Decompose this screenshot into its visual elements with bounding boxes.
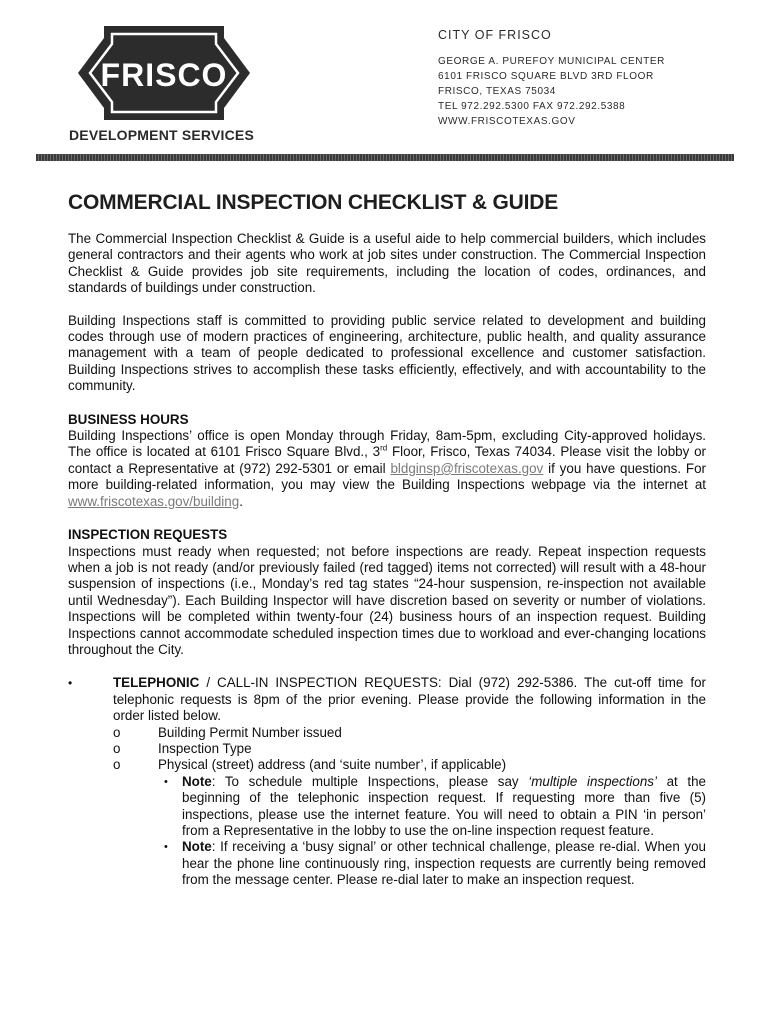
email-link[interactable]: bldginsp@friscotexas.gov: [390, 460, 544, 476]
circle-bullet-icon: o: [113, 740, 121, 756]
inspection-requests-heading: INSPECTION REQUESTS: [68, 527, 228, 543]
note-busy-signal: [158, 839, 706, 888]
list-item-text: Inspection Type: [158, 740, 252, 756]
note-multiple-inspections: [158, 774, 706, 840]
text-span: .: [239, 493, 243, 509]
frisco-shield-icon: [78, 22, 250, 124]
phone-fax-line: TEL 972.292.5300 FAX 972.292.5388: [438, 101, 626, 112]
text-span: if you have questions. For more building-related information, you may view the Building Inspections webpage via the internet at: [68, 460, 706, 493]
ordinal-suffix: rd: [380, 444, 388, 453]
list-item-text: Physical (street) address (and ‘suite number’, if applicable): [158, 757, 507, 773]
telephonic-request-item: [68, 675, 706, 888]
department-label: DEVELOPMENT SERVICES: [69, 127, 255, 143]
circle-bullet-icon: o: [113, 757, 121, 773]
intro-paragraph: Building Inspections staff is committed to providing public service related to development and building codes through use of modern practices of engineering, architecture, public health, and quality assurance management with a team of people dedicated to professional excellence and customer satisfaction. Building Inspections strives to accomplish these tasks efficiently, effectively, and with accountability to the community.: [68, 312, 706, 394]
text-span: Building Inspections’ office is open Monday through Friday, 8am-5pm, excluding City-approved holidays. The office is located at 6101 Frisco Square Blvd., 3: [68, 428, 706, 460]
city-contact-block: [438, 28, 665, 129]
city-name: CITY OF FRISCO: [438, 28, 552, 42]
address-line: 6101 FRISCO SQUARE BLVD 3RD FLOOR: [438, 71, 654, 82]
request-methods-list: [68, 675, 706, 888]
note-label: Note: [182, 773, 212, 789]
website-link[interactable]: www.friscotexas.gov/building: [68, 493, 240, 509]
list-item: [113, 725, 706, 741]
text-span: at the beginning of the telephonic inspection request. If requesting more than five (5) inspections, please use the internet feature. You will need to obtain a PIN ‘in person’ from a Representative in the lobby to use the on-line inspection request feature.: [182, 773, 706, 838]
italic-phrase: ‘multiple inspections’: [528, 773, 657, 789]
telephonic-text: / CALL-IN INSPECTION REQUESTS: Dial (972) 292-5386. The cut-off time for telephonic requests is 8pm of the prior evening. Please provide the following information in the order listed below.: [113, 675, 706, 724]
telephonic-label: TELEPHONIC: [113, 675, 200, 691]
page-title: COMMERCIAL INSPECTION CHECKLIST & GUIDE: [68, 191, 558, 214]
bullet-icon: •: [164, 775, 168, 788]
header-divider: [36, 154, 734, 161]
website-line: WWW.FRISCOTEXAS.GOV: [438, 116, 576, 127]
note-label: Note: [182, 839, 212, 855]
intro-paragraph: The Commercial Inspection Checklist & Guide is a useful aide to help commercial builders, which includes general contractors and their agents who work at job sites under construction. The Commercial Inspection Checklist & Guide provides job site requirements, including the location of codes, ordinances, and standards of buildings under construction.: [68, 231, 706, 296]
business-hours-heading: BUSINESS HOURS: [68, 411, 189, 427]
list-item: [113, 741, 706, 757]
logo-text: FRISCO: [100, 57, 228, 93]
text-span: : If receiving a ‘busy signal’ or other technical challenge, please re-dial. When you hear the phone line continuously ring, inspection requests are currently being removed from the message center. Please re-dial later to make an inspection request.: [182, 839, 706, 888]
inspection-requests-paragraph: Inspections must ready when requested; not before inspections are ready. Repeat inspection requests when a job is not ready (and/or previously failed (red tagged) items not corrected) will result with a 48-hour suspension of inspections (i.e., Monday’s red tag states “24-hour suspension, re-inspection not available until Wednesday”). Each Building Inspector will have discretion based on severity or number of violations. Inspections will be completed within twenty-four (24) business hours of an inspection request. Building Inspections cannot accommodate scheduled inspection times due to workload and ever-changing locations throughout the City.: [68, 543, 706, 657]
address-line: FRISCO, TEXAS 75034: [438, 86, 556, 97]
document-body: [68, 231, 706, 889]
notes-list: [158, 774, 706, 889]
text-span: : To schedule multiple Inspections, please say: [211, 773, 529, 789]
list-item-text: Building Permit Number issued: [158, 724, 342, 740]
circle-bullet-icon: o: [113, 724, 121, 740]
required-info-list: [113, 725, 706, 889]
list-item: [113, 757, 706, 888]
text-span: Floor, Frisco, Texas 74034. Please visit the lobby or contact a Representative at (972) 292-5301 or email: [68, 444, 706, 476]
address-line: GEORGE A. PUREFOY MUNICIPAL CENTER: [438, 56, 665, 67]
frisco-logo: [78, 22, 250, 124]
bullet-icon: •: [164, 841, 168, 854]
business-hours-paragraph: [68, 428, 706, 510]
bullet-icon: •: [68, 676, 73, 691]
